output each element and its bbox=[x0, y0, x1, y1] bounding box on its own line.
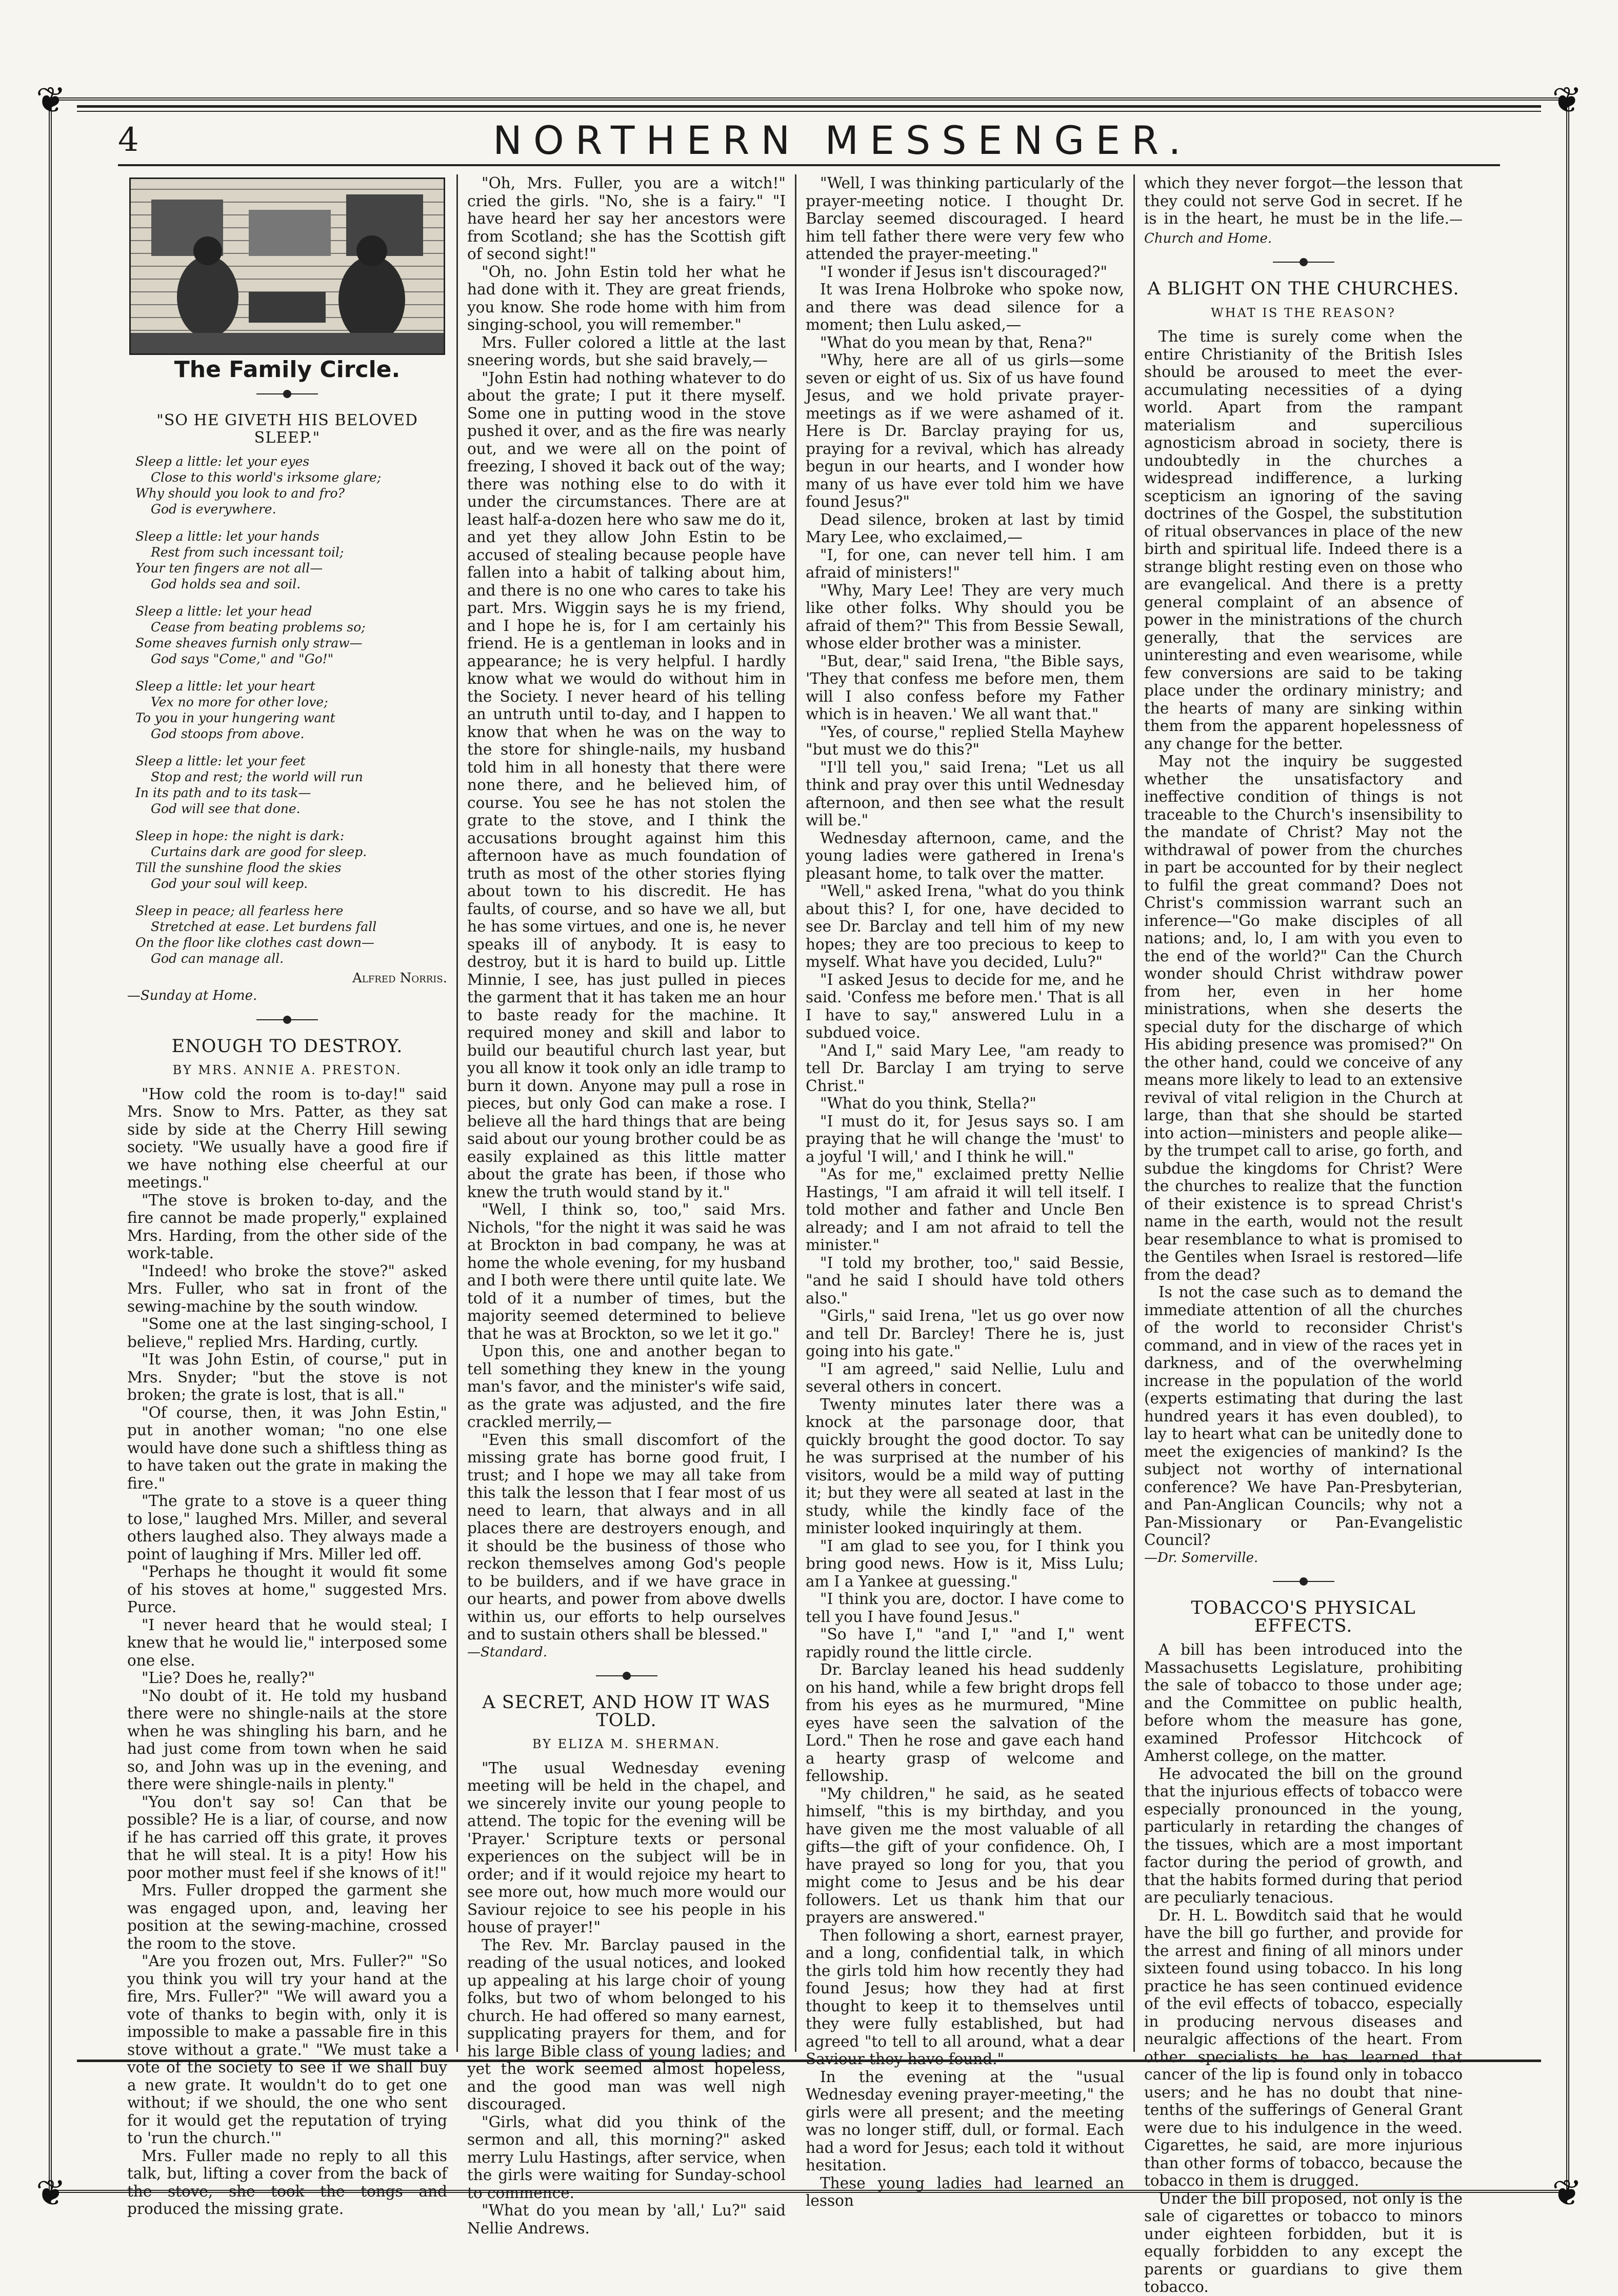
article-title: TOBACCO'S PHYSICAL EFFECTS. bbox=[1191, 1598, 1416, 1636]
paragraph: "Why, here are all of us girls—some seven or eight of us. Six of us have found Jesus, and we hold private prayer-meetings as if we were ashamed of it. Here is Dr. Barclay praying for us, praying for a revival, which has already begun in our hearts, and I wonder how many of us have ever told him we have found Jesus?" bbox=[806, 351, 1124, 510]
poem-stanza bbox=[135, 828, 447, 892]
paragraph: "My children," he said, as he seated himself, "this is my birthday, and you have given me the most valuable of all gifts—the gift of your confidence. Oh, I have prayed so long for you, that you might come to Jesus and be his dear followers. Let us thank him that our prayers are answered." bbox=[806, 1785, 1124, 1926]
paragraph: "Girls, what did you think of the sermon and all, this morning?" asked merry Lulu Hastings, after service, when the girls were waiting for Sunday-school to commence. bbox=[467, 2113, 786, 2202]
rule-dot-divider-icon bbox=[1273, 258, 1334, 267]
paragraph: "What do you mean by 'all,' Lu?" said Nellie Andrews. bbox=[467, 2202, 786, 2237]
paragraph bbox=[1144, 174, 1463, 247]
poem-line: Rest from such incessant toil; bbox=[151, 544, 344, 560]
rule-dot-divider-icon bbox=[1273, 1577, 1334, 1586]
poem-line: Sleep in peace; all fearless here bbox=[135, 903, 344, 918]
paragraph: "Yes, of course," replied Stella Mayhew "but must we do this?" bbox=[806, 723, 1124, 758]
paragraph: The Rev. Mr. Barclay paused in the reading of the usual notices, and looked up appealing at his large choir of young folks, but two of whom belonged to his church. He had offered so many earnest, supplicating prayers for them, and for his large Bible class of young ladies; and yet the work seemed almost hopeless, and the good man was well nigh discouraged. bbox=[467, 1936, 786, 2113]
paragraph: "The stove is broken to-day, and the fire cannot be made properly," explained Mrs. Harding, from the other side of the work-table. bbox=[127, 1191, 447, 1262]
poem-line: Sleep in hope: the night is dark: bbox=[135, 828, 345, 843]
poem-line: Till the sunshine flood the skies bbox=[135, 860, 342, 875]
article-subtitle: WHAT IS THE REASON? bbox=[1211, 305, 1396, 320]
column-1 bbox=[118, 174, 456, 2218]
paragraph: Under the bill proposed, not only is the sale of cigarettes or tobacco to minors under eighteen forbidden, but it is equally forbidden to any except the parents or guardians to give them tobacco. bbox=[1144, 2189, 1463, 2295]
paragraph: "How cold the room is to-day!" said Mrs. Snow to Mrs. Patter, as they sat side by side at the Cherry Hill sewing society. "We usually have a good fire if we have nothing else cheerful at our meetings." bbox=[127, 1085, 447, 1191]
paragraph: "Girls," said Irena, "let us go over now and tell Dr. Barcley! There he is, just going into his gate." bbox=[806, 1307, 1124, 1360]
column-4 bbox=[1133, 174, 1472, 2295]
poem-stanza bbox=[135, 453, 447, 517]
poem-line: Stretched at ease. Let burdens fall bbox=[151, 919, 377, 934]
poem-line: God says "Come," and "Go!" bbox=[151, 651, 334, 666]
paragraph: "Of course, then, it was John Estin," put in another woman; "no one else would have done such a shiftless thing as to have taken out the grate in making the fire." bbox=[127, 1403, 447, 1492]
paragraph: Mrs. Fuller colored a little at the last sneering words, but she said bravely,— bbox=[467, 333, 786, 369]
paragraph: "I am glad to see you, for I think you bring good news. How is it, Miss Lulu; am I a Yankee at guessing." bbox=[806, 1537, 1124, 1590]
paragraph: May not the inquiry be suggested whether the unsatisfactory and ineffective condition of things is not traceable to the Church's insensibility to the mandate of Christ? May not the withdrawal of power from the churches in part be accounted for by their neglect to fulfil the great command? Does not Christ's commission warrant such an inference—"Go make disciples of all nations; and, lo, I am with you even to the end of the world?" Can the Church wonder should Christ withdraw power from her, even in her home ministrations, when she deserts the special duty for the discharge of which His abiding presence was promised?" On the other hand, could we conceive of any means more likely to lead to an extensive revival of vital religion in the Church at large, than that she should be started into action—ministers and people alike—by the trumpet call to arise, go forth, and subdue the kingdoms for Christ? Were the churches to realize that the function of their existence is to spread Christ's name in the earth, would not the result bear resemblance to what is promised to the Gentiles when Israel is restored—life from the dead? bbox=[1144, 753, 1463, 1283]
poem-line: Curtains dark are good for sleep. bbox=[151, 844, 367, 859]
poem-line: Your ten fingers are not all— bbox=[135, 560, 323, 576]
paragraph: "Well, I think so, too," said Mrs. Nichols, "for the night it was said he was at Brockton in bad company, he was at home the whole evening, for my husband and I both were there until quite late. We told of it a number of times, but the majority seemed determined to believe that he was at Brockton, so we let it go." bbox=[467, 1201, 786, 1342]
paragraph: "But, dear," said Irena, "the Bible says, 'They that confess me before men, them will I also confess before my Father which is in heaven.' We all want that." bbox=[806, 652, 1124, 723]
paragraph: "I asked Jesus to decide for me, and he said. 'Confess me before men.' That is all I have to say," answered Lulu in a subdued voice. bbox=[806, 971, 1124, 1041]
paragraph: Mrs. Fuller dropped the garment she was engaged upon, and, leaving her position at the sewing-machine, crossed the room to the stove. bbox=[127, 1882, 447, 1952]
poem bbox=[135, 453, 447, 966]
paragraph: "I never heard that he would steal; I knew that he would lie," interposed some one else. bbox=[127, 1616, 447, 1669]
top-rule bbox=[77, 105, 1541, 112]
paragraph: These young ladies had learned an lesson bbox=[806, 2174, 1124, 2209]
paragraph: "What do you mean by that, Rena?" bbox=[820, 333, 1093, 351]
poem-line: Sleep a little: let your hands bbox=[135, 528, 319, 544]
paragraph: "John Estin had nothing whatever to do about the grate; I put it there myself. Some one in putting wood in the stove pushed it over, and as the fire was nearly out, and we were all on the point of freezing, I shoved it back out of the way; there was nothing else to do with it under the circumstances. There are at least half-a-dozen here who saw me do it, and yet they allow John Estin to be accused of stealing because people have fallen into a habit of talking about him, and there is no one who cares to take his part. Mrs. Wiggin says he is my friend, and I hope he is, for I am certainly his friend. He is a gentleman in looks and in appearance; he is very helpful. I hardly know what we would do without him in the Society. I never heard of his telling an untruth until to-day, and I happen to know that when he was on the way to the store for shingle-nails, my husband told him in all honesty that there were none there, and he believed him, of course. You see he has not stolen the grate to the stove, and I think the accusations brought against him this afternoon have as much foundation of truth as most of the other stories flying about town to his discredit. He has faults, of course, and so have we all, but he has some virtues, and one is, he never speaks ill of anybody. It is easy to destroy, but it is hard to build up. Little Minnie, I see, has just pulled in pieces the garment that it has taken me an hour to baste ready for the machine. It required money and skill and labor to build our beautiful church last year, but you all know it took only an idle tramp to burn it down. Anyone may pull a rose in pieces, but only God can make a rose. I believe all the hard things that are being said about our young brother could be as easily explained as this little matter about the grate has been, if those who knew the truth would stand by it." bbox=[467, 369, 786, 1201]
masthead bbox=[118, 117, 1500, 163]
poem-line: Cease from beating problems so; bbox=[151, 619, 366, 635]
poem-line: God stoops from above. bbox=[151, 726, 305, 741]
corner-ornament-icon: ❦ bbox=[1552, 79, 1582, 121]
paragraph: "Why, Mary Lee! They are very much like other folks. Why should you be afraid of them?" This from Bessie Sewall, whose elder brother was a minister. bbox=[806, 581, 1124, 652]
poem-line: God holds sea and soil. bbox=[151, 576, 301, 591]
paragraph: "I think you are, doctor. I have come to tell you I have found Jesus." bbox=[806, 1590, 1124, 1626]
article-title: A SECRET, AND HOW IT WAS TOLD. bbox=[482, 1692, 771, 1731]
paragraph: "Well," asked Irena, "what do you think about this? I, for one, have decided to see Dr. Barclay and tell him of my new hopes; they are too precious to keep to myself. What have you decided, Lulu?" bbox=[806, 882, 1124, 971]
paragraph: Dr. H. L. Bowditch said that he would have the bill go further, and provide for the arrest and fining of all minors under sixteen found using tobacco. In his long practice he has seen continued evidence of the evil effects of tobacco, especially in producing nervous diseases and neuralgic affections of the heart. From other specialists he has learned that cancer of the lip is found only in tobacco users; and he has no doubt that nine-tenths of the sufferings of General Grant were due to his indulgence in the weed. Cigarettes, he said, are more injurious than other forms of tobacco, because the tobacco in them is drugged. bbox=[1144, 1906, 1463, 2189]
columns bbox=[118, 174, 1503, 2295]
article-title: A BLIGHT ON THE CHURCHES. bbox=[1147, 279, 1460, 299]
rule-dot-divider-icon bbox=[256, 1015, 318, 1024]
poem-line: God is everywhere. bbox=[151, 501, 276, 517]
poem-stanza bbox=[135, 903, 447, 966]
article-byline: BY MRS. ANNIE A. PRESTON. bbox=[172, 1063, 402, 1077]
poem-author: Alfred Norris. bbox=[352, 970, 447, 986]
paragraph: "Oh, no. John Estin told her what he had done with it. They are great friends, you know. She rode home with him from singing-school, you will remember." bbox=[467, 263, 786, 333]
paragraph: Then following a short, earnest prayer, and a long, confidential talk, in which the girls told him how recently they had found Jesus; how they had at first thought to keep it to themselves until they were fully established, but had agreed "to tell to all around, what a dear Saviour they have found." bbox=[806, 1926, 1124, 2068]
paragraph: "The usual Wednesday evening meeting will be held in the chapel, and we sincerely invite our young people to attend. The topic for the evening will be 'Prayer.' Scripture texts or personal experiences on the subject will be in order; and if it would rejoice my heart to see more out, how much more would our Saviour rejoice to see his people in his house of prayer!" bbox=[467, 1759, 786, 1936]
article-body bbox=[1144, 1641, 1463, 2296]
poem-line: Sleep a little: let your feet bbox=[135, 753, 306, 768]
poem-line: Sleep a little: let your heart bbox=[135, 678, 315, 694]
paragraph: "Lie? Does he, really?" bbox=[142, 1669, 315, 1687]
paragraph: "And I," said Mary Lee, "am ready to tell Dr. Barclay I am trying to serve Christ." bbox=[806, 1041, 1124, 1095]
article-title: ENOUGH TO DESTROY. bbox=[171, 1036, 403, 1057]
rule-dot-divider-icon bbox=[256, 389, 318, 399]
paragraph: "Indeed! who broke the stove?" asked Mrs. Fuller, who sat in front of the sewing-machine by the south window. bbox=[127, 1262, 447, 1315]
paragraph: "Oh, Mrs. Fuller, you are a witch!" cried the girls. "No, she is a fairy." "I have heard her say her ancestors were from Scotland; she has the Scottish gift of second sight!" bbox=[467, 174, 786, 263]
paragraph: "You don't say so! Can that be possible? He is a liar, of course, and now if he has carried off this grate, it proves that he will steal. It is a pity! How his poor mother must feel if she knows of it!" bbox=[127, 1793, 447, 1882]
poem-line: Some sheaves furnish only straw— bbox=[135, 635, 363, 650]
article-text: which they never forgot—the lesson that they could not serve God in secret. If he is in the heart, he must be in the life. bbox=[1144, 174, 1463, 227]
section-title-family-circle: The Family Circle. bbox=[174, 357, 401, 383]
poem-stanza bbox=[135, 753, 447, 817]
poem-line: Vex no more for other love; bbox=[151, 694, 328, 709]
paragraph: "I must do it, for Jesus says so. I am praying that he will change the 'must' to a joyful 'I will,' and I think he will." bbox=[806, 1112, 1124, 1165]
paragraph: Dead silence, broken at last by timid Mary Lee, who exclaimed,— bbox=[806, 510, 1124, 546]
paragraph: A bill has been introduced into the Massachusetts Legislature, prohibiting the sale of tobacco to those under age; and the Committee on public health, before whom the measure has gone, examined Professor Hitchcock of Amherst college, on the matter. bbox=[1144, 1641, 1463, 1765]
poem-line: Why should you look to and fro? bbox=[135, 485, 345, 501]
paragraph: "Some one at the last singing-school, I believe," replied Mrs. Harding, curtly. bbox=[127, 1315, 447, 1351]
paragraph: "Are you frozen out, Mrs. Fuller?" "So you think you will try your hand at the fire, Mrs. Fuller?" "We will award you a vote of thanks to begin with, only it is impossible to make a passable fire in this stove without a grate." "We must take a vote of the society to see if we shall buy a new grate. It wouldn't do to get one without; if we should, the one who sent for it would get the reputation of trying to 'run the church.'" bbox=[127, 1952, 447, 2147]
article-body bbox=[806, 174, 1124, 2210]
poem-stanza bbox=[135, 528, 447, 592]
poem-line: God will see that done. bbox=[151, 801, 301, 816]
poem-line: To you in your hungering want bbox=[135, 710, 335, 725]
poem-line: Sleep a little: let your head bbox=[135, 603, 312, 619]
article-source: —Standard. bbox=[467, 1644, 547, 1660]
paragraph: Is not the case such as to demand the immediate attention of all the churches of the world to reconsider Christ's command, and in view of the races yet in darkness, and of the overwhelming increase in the population of the world (experts estimating that during the last hundred years it has even doubled), to lay to heart what can be unitedly done to meet the exigencies of mankind? Is the subject not worthy of international conference? We have Pan-Presbyterian, and Pan-Anglican Councils; why not a Pan-Missionary or Pan-Evangelistic Council? bbox=[1144, 1283, 1463, 1549]
paragraph: "I wonder if Jesus isn't discouraged?" bbox=[820, 263, 1108, 281]
paragraph: In the evening at the "usual Wednesday evening prayer-meeting," the girls were all present; and the meeting was no longer stiff, dull, or formal. Each had a word for Jesus; each told it without hesitation. bbox=[806, 2068, 1124, 2174]
poem-line: God can manage all. bbox=[151, 951, 284, 966]
article-body bbox=[1144, 328, 1463, 1549]
masthead-rule bbox=[118, 164, 1500, 166]
paragraph: "I told my brother, too," said Bessie, "and he said I should have told others also." bbox=[806, 1254, 1124, 1307]
paragraph: "I'll tell you," said Irena; "Let us all think and pray over this until Wednesday afternoon, and then see what the result will be." bbox=[806, 758, 1124, 829]
paragraph: "I, for one, can never tell him. I am afraid of ministers!" bbox=[806, 546, 1124, 581]
paragraph: "The grate to a stove is a queer thing to lose," laughed Mrs. Miller, and several others laughed also. They always made a point of laughing if Mrs. Miller led off. bbox=[127, 1492, 447, 1563]
article-body bbox=[127, 1085, 447, 2218]
paragraph: "Even this small discomfort of the missing grate has borne good fruit, I trust; and I hope we may all take from this talk the lesson that I fear most of us need to learn, that always and in all places there are destroyers enough, and it should be the business of those who reckon themselves among God's people to be builders, and if we have grace in our hearts, and power from above dwells within us, our efforts to help ourselves and to sustain others shall be blessed." bbox=[467, 1431, 786, 1643]
paragraph: "It was John Estin, of course," put in Mrs. Snyder; "but the stove is not broken; the grate is lost, that is all." bbox=[127, 1351, 447, 1403]
paragraph: "As for me," exclaimed pretty Nellie Hastings, "I am afraid it will tell itself. I told mother and father and Uncle Ben already; and I am not afraid to tell the minister." bbox=[806, 1165, 1124, 1254]
corner-ornament-icon: ❦ bbox=[36, 79, 66, 121]
paragraph: Mrs. Fuller made no reply to all this talk, but, lifting a cover from the back of the stove, she took the tongs and produced the missing grate. bbox=[127, 2147, 447, 2218]
article-body bbox=[467, 174, 786, 1644]
article-source: —Dr. Somerville. bbox=[1144, 1550, 1259, 1566]
poem-title: "SO HE GIVETH HIS BELOVED SLEEP." bbox=[156, 411, 418, 447]
article-byline: BY ELIZA M. SHERMAN. bbox=[532, 1737, 721, 1751]
paragraph: "No doubt of it. He told my husband there were no shingle-nails at the store when he was shingling his barn, and he had just come from town when he said so, and John was up in the evening, and there were shingle-nails in plenty." bbox=[127, 1687, 447, 1793]
paragraph: Upon this, one and another began to tell something they knew in the young man's favor, and the minister's wife said, as the grate was adjusted, and the fire crackled merrily,— bbox=[467, 1342, 786, 1431]
poem-stanza bbox=[135, 678, 447, 742]
poem-line: Sleep a little: let your eyes bbox=[135, 453, 310, 469]
family-reading-engraving-icon bbox=[129, 177, 445, 355]
paragraph: Twenty minutes later there was a knock at the parsonage door, that quickly brought the good doctor. To say he was surprised at the number of his visitors, would be a mild way of putting it; but they were all seated at last in the study, while the kindly face of the minister looked inquiringly at them. bbox=[806, 1395, 1124, 1537]
masthead-title: NORTHERN MESSENGER. bbox=[493, 117, 1192, 163]
poem-line: In its path and to its task— bbox=[135, 785, 311, 800]
paragraph: "So have I," "and I," "and I," went rapidly round the little circle. bbox=[806, 1626, 1124, 1661]
column-2 bbox=[456, 174, 795, 2237]
paragraph: Dr. Barclay leaned his head suddenly on his hand, while a few bright drops fell from his eyes as he murmured, "Mine eyes have seen the salvation of the Lord." Then he rose and gave each hand a hearty grasp of welcome and fellowship. bbox=[806, 1661, 1124, 1785]
poem-line: God your soul will keep. bbox=[151, 876, 308, 891]
poem-line: Stop and rest; the world will run bbox=[151, 769, 363, 784]
paragraph: "I am agreed," said Nellie, Lulu and several others in concert. bbox=[806, 1360, 1124, 1395]
article-source: —Church and Home. bbox=[1144, 212, 1463, 246]
poem-stanza bbox=[135, 603, 447, 667]
paragraph: "Well, I was thinking particularly of the prayer-meeting notice. I thought Dr. Barclay seemed discouraged. I heard him tell father there were very few who attended the prayer-meeting." bbox=[806, 174, 1124, 263]
paragraph: It was Irena Holbroke who spoke now, and there was dead silence for a moment; then Lulu asked,— bbox=[806, 281, 1124, 333]
column-3 bbox=[795, 174, 1133, 2209]
paragraph: "What do you think, Stella?" bbox=[820, 1095, 1036, 1112]
poem-line: Close to this world's irksome glare; bbox=[151, 469, 382, 485]
article-body bbox=[467, 1759, 786, 2238]
bottom-rule bbox=[77, 2060, 1541, 2062]
page-number: 4 bbox=[118, 121, 139, 159]
paragraph: He advocated the bill on the ground that the injurious effects of tobacco were especially pronounced in the young, particularly in retarding the changes of the tissues, which are a most important factor during the period of growth, and that the habits formed during that period are peculiarly tenacious. bbox=[1144, 1765, 1463, 1906]
rule-dot-divider-icon bbox=[596, 1671, 657, 1680]
poem-source: —Sunday at Home. bbox=[127, 988, 257, 1003]
corner-ornament-icon: ❦ bbox=[1552, 2172, 1582, 2214]
paragraph: "Perhaps he thought it would fit some of his stoves at home," suggested Mrs. Purce. bbox=[127, 1563, 447, 1616]
poem-line: On the floor like clothes cast down— bbox=[135, 935, 375, 950]
paragraph: Wednesday afternoon, came, and the young ladies were gathered in Irena's pleasant home, to talk over the matter. bbox=[806, 829, 1124, 882]
paragraph: The time is surely come when the entire Christianity of the British Isles should be aroused to meet the ever-accumulating necessities of a dying world. Apart from the rampant materialism and supercilious agnosticism abroad in society, there is undoubtedly in the churches a widespread indifference, a lurking scepticism an ignoring of the saving doctrines of the Gospel, the substitution of ritual observances in place of the new birth and spiritual life. Indeed there is a strange blight resting even on those who are evangelical. And there is a pretty general complaint of an absence of power in the ministrations of the church generally, that the services are uninteresting and even wearisome, while few conversions are said to be taking place under the ordinary ministry; and the hearts of many are sinking within them from the apparent hopelessness of any change for the better. bbox=[1144, 328, 1463, 753]
corner-ornament-icon: ❦ bbox=[36, 2172, 66, 2214]
